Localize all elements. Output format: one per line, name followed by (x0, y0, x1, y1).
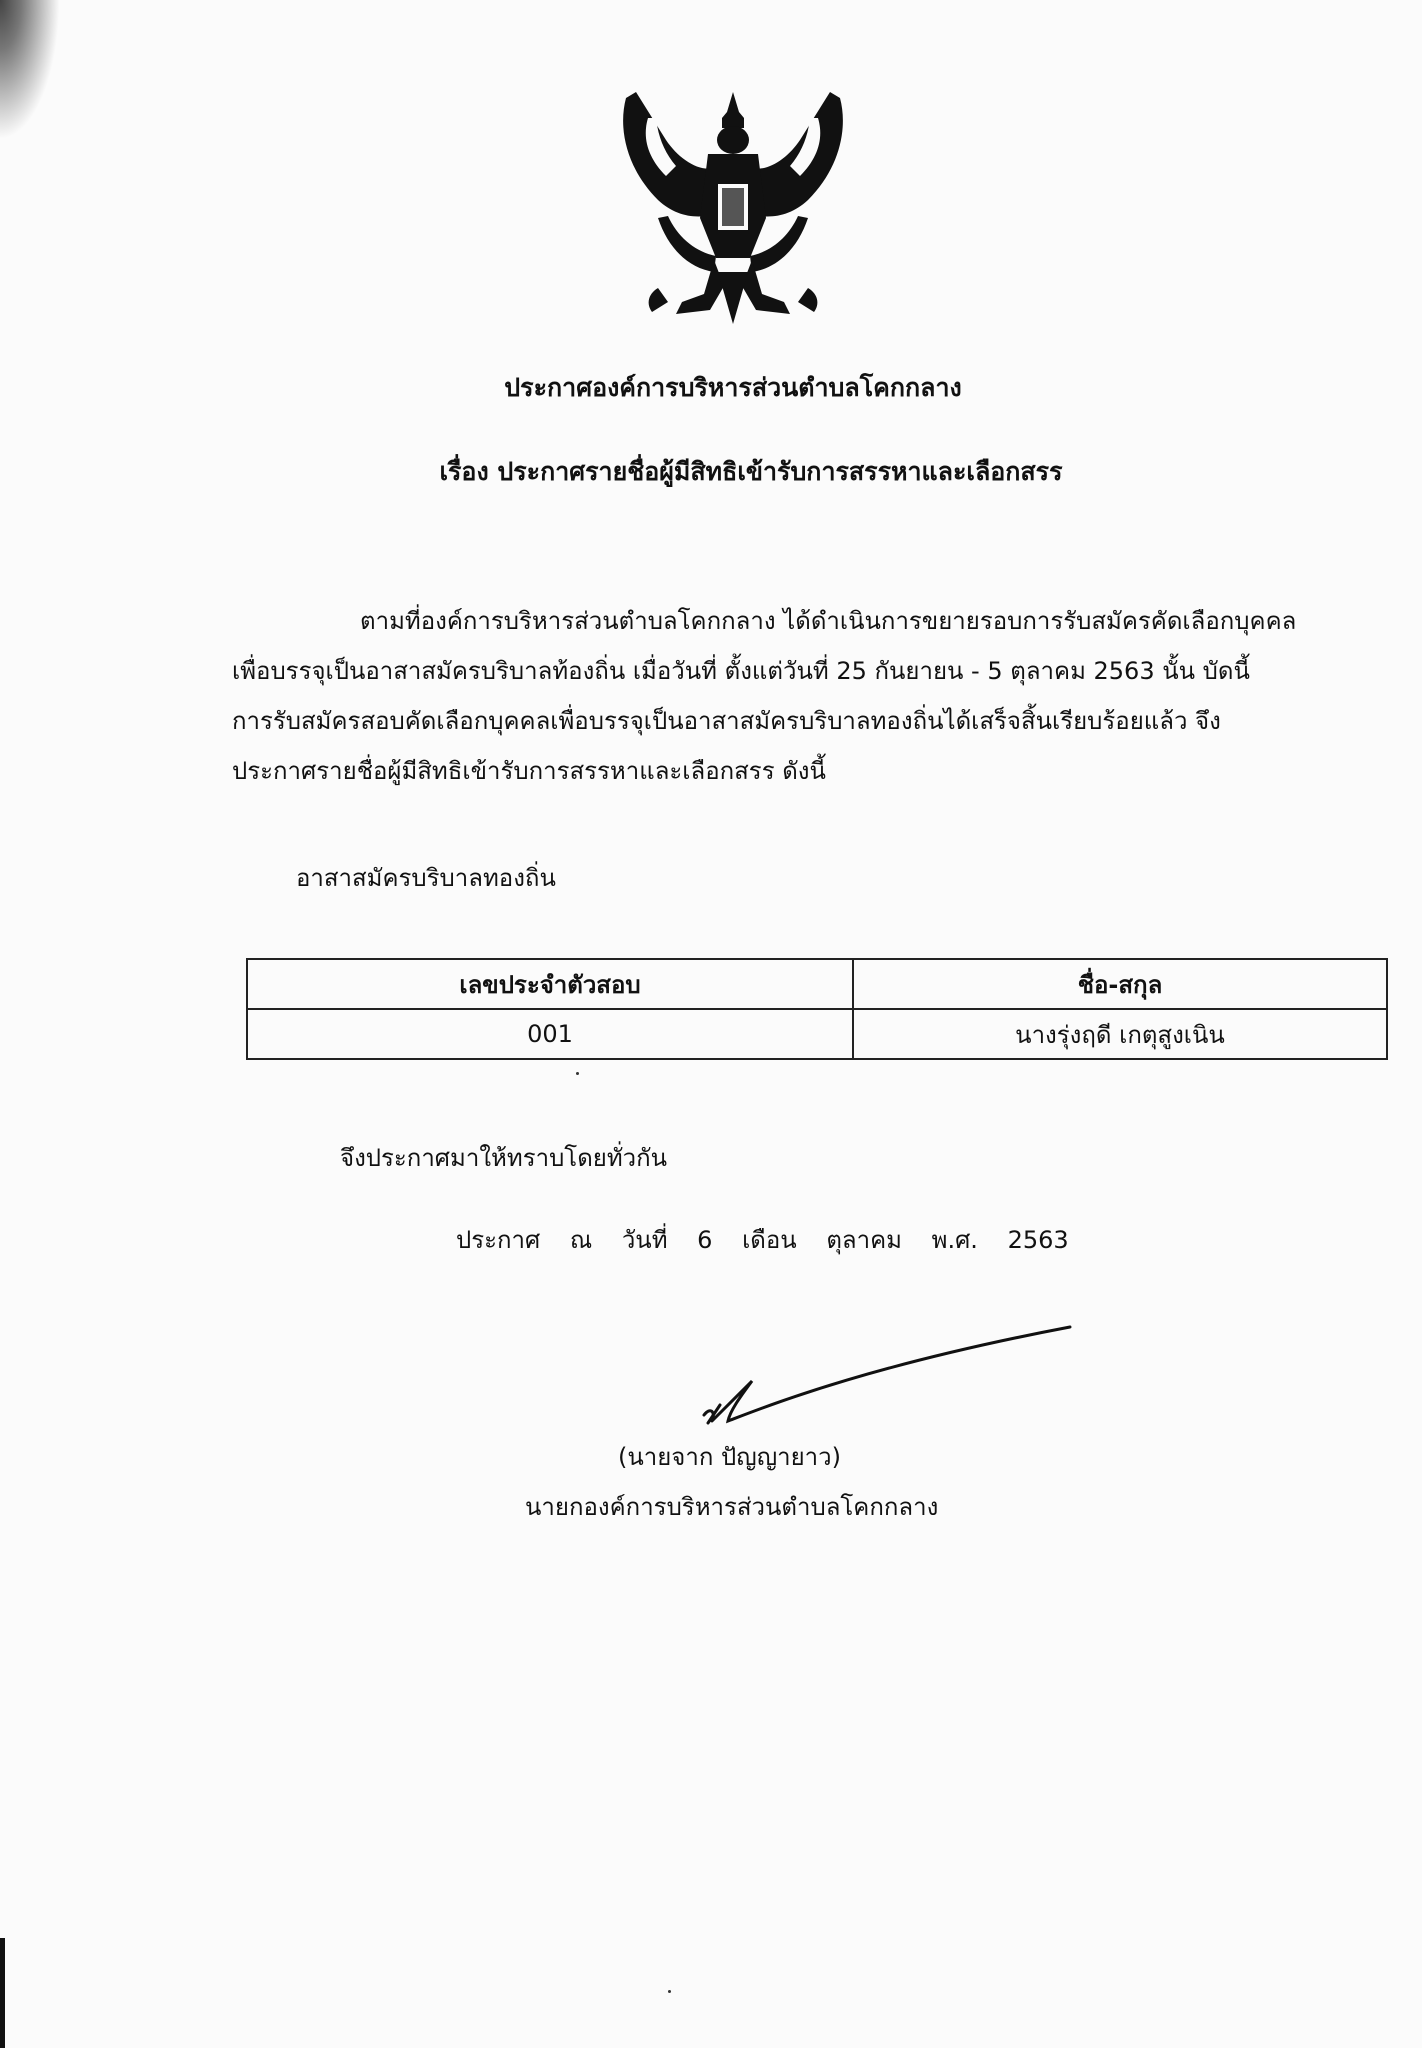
date-day: 6 (697, 1226, 713, 1254)
announcement-date (456, 1220, 1091, 1259)
table-header-row (247, 959, 1387, 1009)
table-row (247, 1009, 1387, 1059)
paragraph-line-3: การรับสมัครสอบคัดเลือกบุคคลเพื่อบรรจุเป็นอาสาสมัครบริบาลทองถิ่นได้เสร็จสิ้นเรียบร้อยแล้ว จึง (232, 707, 1221, 735)
date-at: ณ (569, 1226, 593, 1254)
candidate-table (246, 958, 1388, 1060)
date-month-label: เดือน (742, 1226, 797, 1254)
signature-icon (690, 1315, 1090, 1435)
date-month: ตุลาคม (826, 1226, 902, 1254)
header-full-name: ชื่อ-สกุล (853, 959, 1387, 1009)
paragraph-line-4: ประกาศรายชื่อผู้มีสิทธิเข้ารับการสรรหาและเลือกสรร ดังนี้ (232, 757, 826, 785)
date-era: พ.ศ. (931, 1226, 978, 1254)
cell-exam-id: 001 (247, 1009, 853, 1059)
scan-edge-line (0, 1938, 5, 2048)
date-year: 2563 (1007, 1226, 1069, 1254)
scan-speck (668, 1990, 671, 1993)
date-prefix: ประกาศ (456, 1226, 541, 1254)
date-day-label: วันที่ (621, 1226, 668, 1254)
paragraph-line-2: เพื่อบรรจุเป็นอาสาสมัครบริบาลท้องถิ่น เมื่อวันที่ ตั้งแต่วันที่ 25 กันยายน - 5 ตุลาคม 2563 นั้น บัดนี้ (232, 657, 1250, 685)
document-subject: เรื่อง ประกาศรายชื่อผู้มีสิทธิเข้ารับการสรรหาและเลือกสรร (439, 457, 1063, 486)
garuda-emblem-icon (618, 88, 848, 328)
signer-position: นายกองค์การบริหารส่วนตำบลโคกกลาง (525, 1493, 939, 1521)
scan-shadow (0, 0, 60, 140)
closing-statement: จึงประกาศมาให้ทราบโดยทั่วกัน (340, 1144, 668, 1172)
scan-speck (576, 1072, 579, 1075)
section-label: อาสาสมัครบริบาลทองถิ่น (296, 864, 556, 892)
signer-name: (นายจาก ปัญญายาว) (618, 1443, 841, 1471)
paragraph-line-1: ตามที่องค์การบริหารส่วนตำบลโคกกลาง ได้ดำเนินการขยายรอบการรับสมัครคัดเลือกบุคคล (360, 607, 1297, 635)
document-title: ประกาศองค์การบริหารส่วนตำบลโคกกลาง (504, 373, 962, 402)
header-exam-id: เลขประจำตัวสอบ (247, 959, 853, 1009)
cell-full-name: นางรุ่งฤดี เกตุสูงเนิน (853, 1009, 1387, 1059)
